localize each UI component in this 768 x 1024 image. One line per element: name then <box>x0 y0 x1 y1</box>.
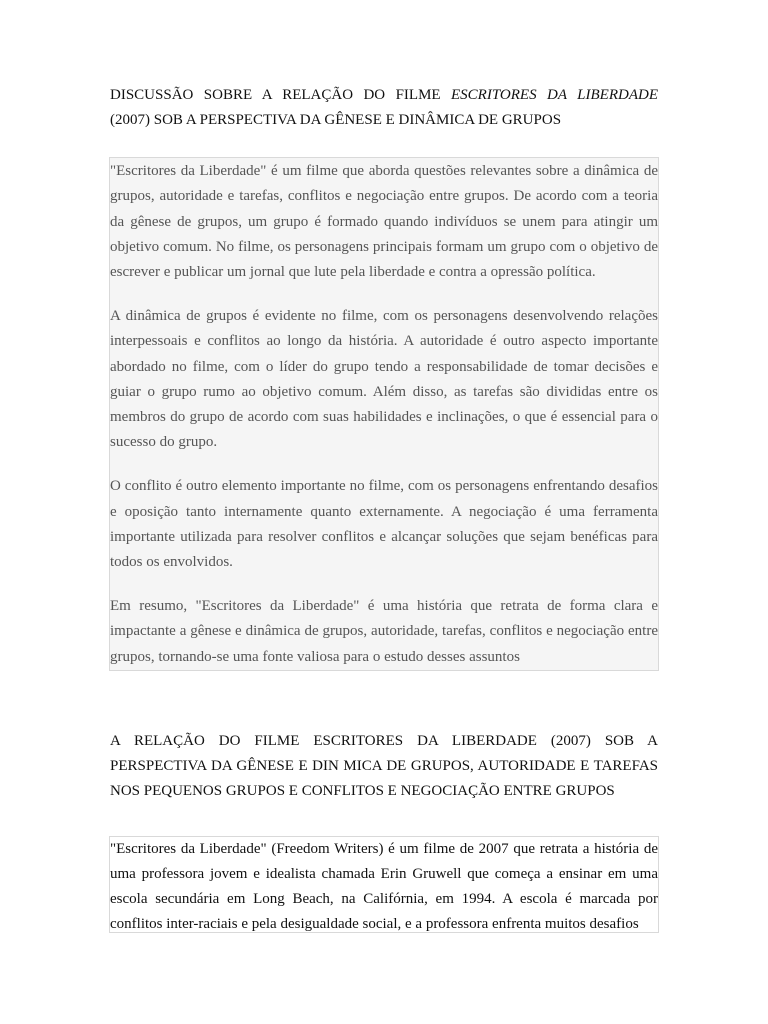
section1-paragraph-4: Em resumo, "Escritores da Liberdade" é uma história que retrata de forma clara e impactante a gênese e dinâmica de grupos, autoridade, tarefas, conflitos e negociação entre grupos, tornando-se uma fonte valiosa para o estudo desses assuntos <box>110 597 658 665</box>
section1-text-box <box>109 157 659 671</box>
section1-paragraph-1: "Escritores da Liberdade" é um filme que aborda questões relevantes sobre a dinâmica de grupos, autoridade e tarefas, conflitos e negociação entre grupos. De acordo com a teoria da gênese de grupos, um grupo é formado quando indivíduos se unem para atingir um objetivo comum. No filme, os personagens principais formam um grupo com o objetivo de escrever e publicar um jornal que lute pela liberdade e contra a opressão política. <box>110 163 658 281</box>
section1-paragraph-2: A dinâmica de grupos é evidente no filme, com os personagens desenvolvendo relações interpessoais e conflitos ao longo da história. A autoridade é outro aspecto importante abordado no filme, com o líder do grupo tendo a responsabilidade de tomar decisões e guiar o grupo rumo ao objetivo comum. Além disso, as tarefas são divididas entre os membros do grupo de acordo com suas habilidades e inclinações, o que é essencial para o sucesso do grupo. <box>110 307 658 451</box>
section1-title-line2: (2007) SOB A PERSPECTIVA DA GÊNESE E DINÂMICA DE GRUPOS <box>110 112 562 128</box>
section1-title-text: DISCUSSÃO SOBRE A RELAÇÃO DO FILME <box>110 87 452 103</box>
section2-paragraph-1: "Escritores da Liberdade" (Freedom Writers) é um filme de 2007 que retrata a história de uma professora jovem e idealista chamada Erin Gruwell que começa a ensinar em uma escola secundária em Long Beach, na Califórnia, em 1994. A escola é marcada por conflitos inter-raciais e pela desigualdade social, e a professora enfrenta muitos desafios <box>110 841 658 932</box>
section1-title-italic: ESCRITORES DA LIBERDADE <box>451 87 658 103</box>
section1-title <box>110 83 658 133</box>
section2-title: A RELAÇÃO DO FILME ESCRITORES DA LIBERDADE (2007) SOB A PERSPECTIVA DA GÊNESE E DIN MICA DE GRUPOS, AUTORIDADE E TAREFAS NOS PEQUENOS GRUPOS E CONFLITOS E NEGOCIAÇÃO ENTRE GRUPOS <box>110 733 658 799</box>
section1-paragraph-3: O conflito é outro elemento importante no filme, com os personagens enfrentando desafios e oposição tanto internamente quanto externamente. A negociação é uma ferramenta importante utilizada para resolver conflitos e alcançar soluções que sejam benéficas para todos os envolvidos. <box>110 478 658 571</box>
section2-text-box <box>109 836 659 933</box>
section1-title-line1 <box>110 83 658 108</box>
